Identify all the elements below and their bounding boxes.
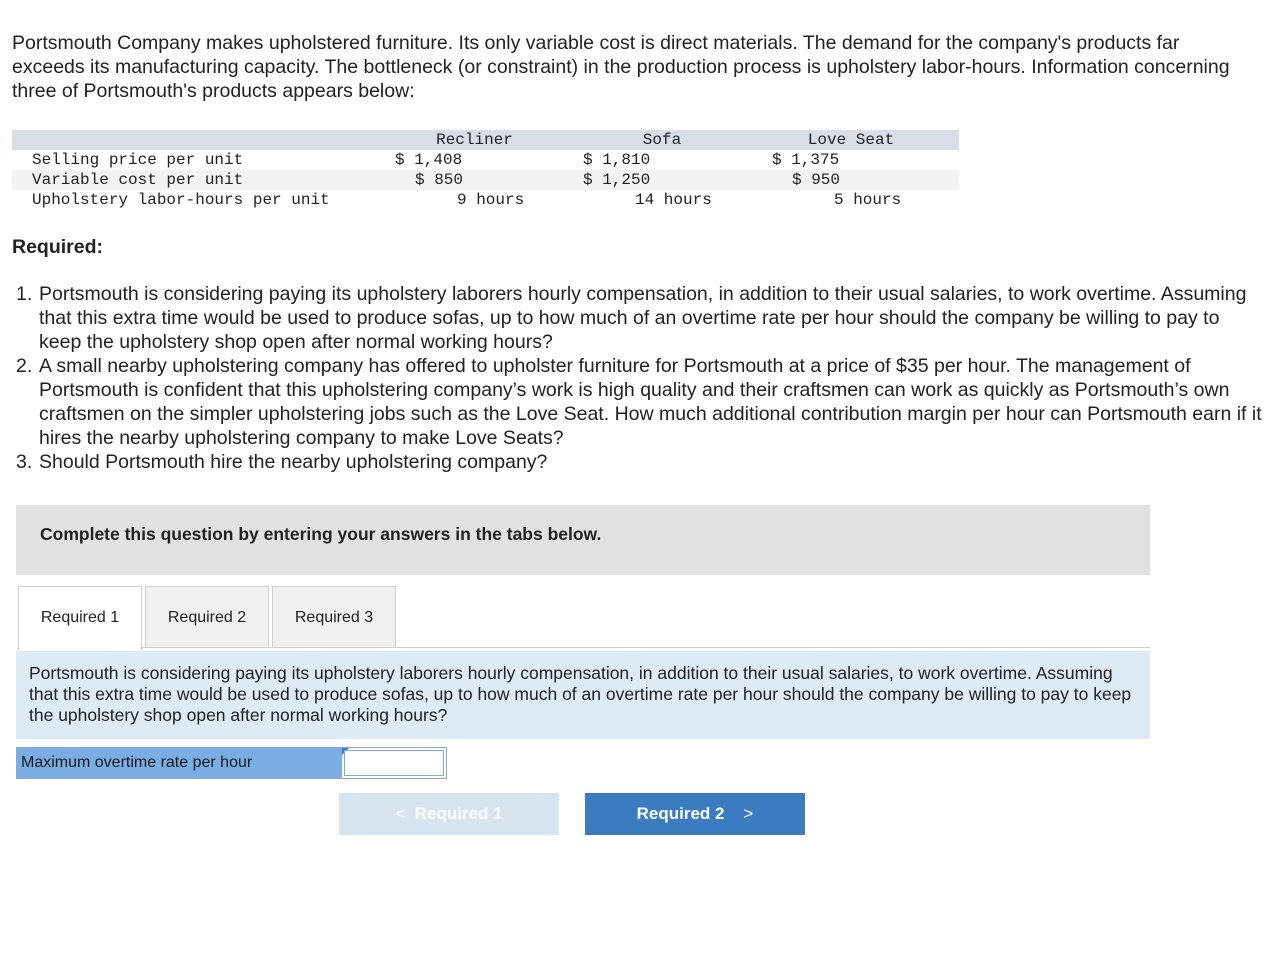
question-number: 3. xyxy=(16,451,33,473)
table-cell: $ 1,250 xyxy=(583,171,651,189)
question-panel: Portsmouth is considering paying its upholstery laborers hourly compensation, in addition to their usual salaries, to work overtime. Assuming that this extra time would be used to produce sofas, up to how much of an overtime rate per hour should the company be willing to pay to keep the upholstery shop open after normal working hours? xyxy=(16,651,1150,739)
column-header-love-seat: Love Seat xyxy=(807,131,895,149)
intro-paragraph: Portsmouth Company makes upholstered furniture. Its only variable cost is direct materials. The demand for the company's products far exceeds its manufacturing capacity. The bottleneck (or constraint) in the production process is upholstery labor-hours. Information concerning three of Portsmouth's products appears below: xyxy=(12,32,1230,102)
table-cell: 9 hours xyxy=(457,191,525,209)
tab-required-1[interactable]: Required 1 xyxy=(18,586,142,650)
list-item xyxy=(16,450,1266,474)
table-cell: 5 hours xyxy=(834,191,902,209)
table-cell: $ 1,810 xyxy=(583,151,651,169)
table-header-row xyxy=(12,130,959,150)
list-item xyxy=(16,282,1266,354)
next-button[interactable] xyxy=(585,793,805,835)
table-cell: 14 hours xyxy=(635,191,712,209)
tab-divider xyxy=(141,647,1150,648)
row-label: Variable cost per unit xyxy=(32,171,244,189)
column-header-sofa: Sofa xyxy=(642,131,682,149)
chevron-left-icon: < xyxy=(395,804,406,823)
previous-button-label: Required 1 xyxy=(414,804,503,823)
row-label: Upholstery labor-hours per unit xyxy=(32,191,330,209)
instructions-banner xyxy=(16,505,1150,575)
required-heading: Required: xyxy=(12,236,104,258)
table-cell: $ 950 xyxy=(792,171,841,189)
previous-button[interactable] xyxy=(339,793,559,835)
chevron-right-icon: > xyxy=(743,804,754,823)
question-list xyxy=(16,282,1266,474)
table-cell: $ 1,375 xyxy=(772,151,840,169)
table-row xyxy=(12,150,959,170)
question-text: Portsmouth is considering paying its upholstery laborers hourly compensation, in addition to their usual salaries, to work overtime. Assuming that this extra time would be used to produce sofas, up to how much of an overtime rate per hour should the company be willing to pay to keep the upholstery shop open after normal working hours? xyxy=(39,283,1247,353)
question-number: 1. xyxy=(16,283,33,305)
tab-required-3[interactable]: Required 3 xyxy=(272,586,396,648)
product-data-table xyxy=(12,130,959,210)
table-row xyxy=(12,170,959,190)
list-item xyxy=(16,354,1266,450)
overtime-rate-input[interactable] xyxy=(344,750,444,776)
question-text: A small nearby upholstering company has offered to upholster furniture for Portsmouth at a price of $35 per hour. The management of Portsmouth is confident that this upholstering company’s work is high quality and their craftsmen can work as quickly as Portsmouth’s own craftsmen on the simpler upholstering jobs such as the Love Seat. How much additional contribution margin per hour can Portsmouth earn if it hires the nearby upholstering company to make Love Seats? xyxy=(39,355,1262,449)
next-button-label: Required 2 xyxy=(636,804,725,823)
question-number: 2. xyxy=(16,355,33,377)
tab-required-2[interactable]: Required 2 xyxy=(145,586,269,648)
instructions-text: Complete this question by entering your answers in the tabs below. xyxy=(40,524,602,544)
column-header-recliner: Recliner xyxy=(436,131,513,149)
row-label: Selling price per unit xyxy=(32,151,244,169)
table-cell: $ 850 xyxy=(415,171,464,189)
table-row xyxy=(12,190,959,210)
answer-row xyxy=(16,747,447,779)
table-cell: $ 1,408 xyxy=(395,151,463,169)
answer-label: Maximum overtime rate per hour xyxy=(17,748,342,778)
question-text: Should Portsmouth hire the nearby upholstering company? xyxy=(39,451,548,473)
